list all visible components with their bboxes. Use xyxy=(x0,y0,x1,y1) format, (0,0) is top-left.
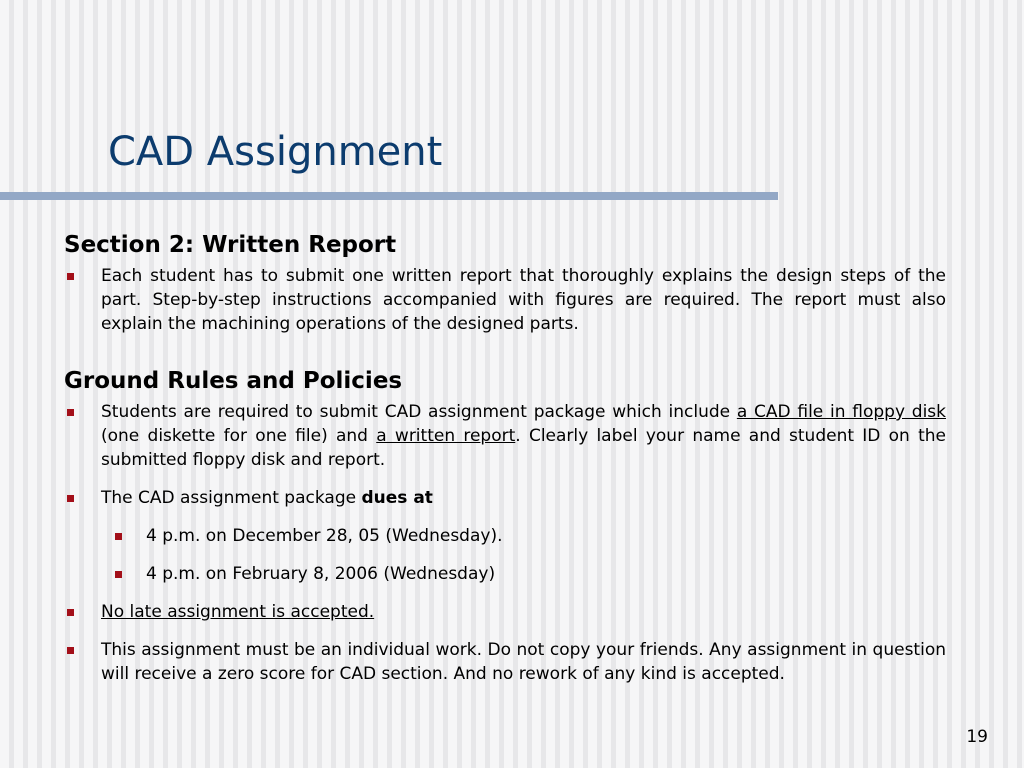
no-late-policy: No late assignment is accepted. xyxy=(101,602,375,622)
section-2-heading: Section 2: Written Report xyxy=(64,232,397,258)
square-bullet-icon xyxy=(67,409,74,416)
ground-rules-heading: Ground Rules and Policies xyxy=(64,368,403,394)
list-item xyxy=(64,400,946,472)
list-item xyxy=(64,600,946,624)
report-requirements-text: Each student has to submit one written report that thoroughly explains the design steps of the part. Step-by-step instructions accompanied with figures are required. The report must also explain the machining operations of the designed parts. xyxy=(101,266,946,334)
section-2-list xyxy=(64,264,946,336)
individual-work-policy: This assignment must be an individual work. Do not copy your friends. Any assignment in question will receive a zero score for CAD section. And no rework of any kind is accepted. xyxy=(101,640,946,684)
package-text-middle: (one diskette for one file) and xyxy=(101,426,377,446)
due-date-2: 4 p.m. on February 8, 2006 (Wednesday) xyxy=(146,564,496,584)
list-item xyxy=(64,524,946,548)
title-divider xyxy=(0,192,778,200)
list-item xyxy=(64,562,946,586)
slide-title: CAD Assignment xyxy=(108,129,443,175)
square-bullet-icon xyxy=(115,533,122,540)
package-text-start: Students are required to submit CAD assignment package which include xyxy=(101,402,737,422)
square-bullet-icon xyxy=(67,495,74,502)
due-date-1: 4 p.m. on December 28, 05 (Wednesday). xyxy=(146,526,503,546)
cad-file-emphasis: a CAD file in floppy disk xyxy=(736,402,947,422)
square-bullet-icon xyxy=(67,609,74,616)
slide-body xyxy=(64,228,946,686)
square-bullet-icon xyxy=(67,273,74,280)
list-item xyxy=(64,638,946,686)
square-bullet-icon xyxy=(67,647,74,654)
list-item xyxy=(64,264,946,336)
list-item xyxy=(64,486,946,510)
page-number: 19 xyxy=(966,727,988,747)
due-text: The CAD assignment package xyxy=(101,488,362,508)
square-bullet-icon xyxy=(115,571,122,578)
ground-rules-list xyxy=(64,400,946,686)
written-report-emphasis: a written report xyxy=(376,426,516,446)
package-text-end: . Clearly label your name and student ID on the submitted floppy disk and report. xyxy=(101,426,946,470)
due-emphasis: dues at xyxy=(361,488,433,508)
